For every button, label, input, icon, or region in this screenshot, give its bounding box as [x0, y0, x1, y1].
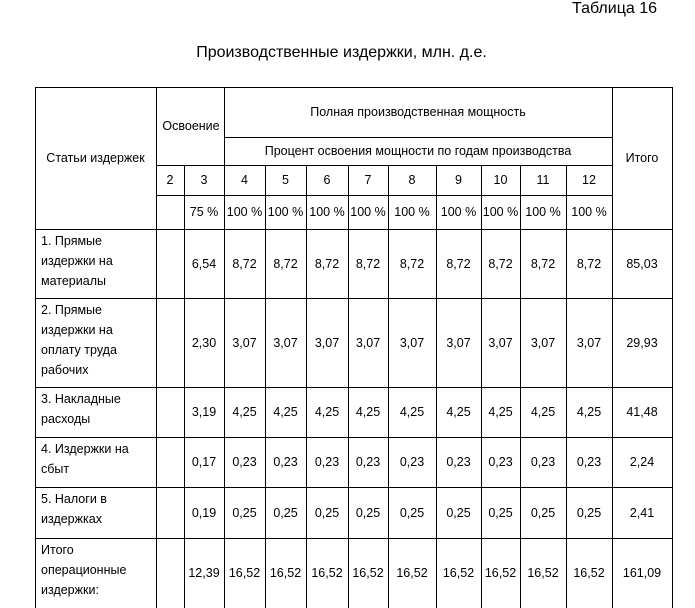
value-cell: 0,23	[530, 455, 556, 469]
value-cell	[156, 538, 184, 608]
value-cell	[156, 437, 184, 487]
value-cell: 6,54	[191, 256, 217, 271]
percent-cell: 100 %	[394, 205, 430, 219]
value-cell: 0,25	[232, 505, 257, 520]
header-percent: Процент освоения мощности по годам производства	[264, 144, 572, 158]
value-cell: 0,23	[232, 455, 257, 469]
value-cell: 8,72	[446, 256, 471, 271]
value-cell: 3,19	[191, 405, 217, 419]
row-label: 1. Прямые издержки на материалы	[41, 234, 113, 288]
value-cell: 0,25	[488, 505, 513, 520]
table-number: Таблица 16	[572, 0, 657, 17]
row-label: 2. Прямые издержки на оплату труда рабочих	[41, 303, 117, 377]
value-cell: 0,25	[446, 505, 471, 520]
value-cell: 3,07	[488, 335, 513, 350]
year-cell: 8	[408, 173, 416, 187]
year-cell: 2	[166, 173, 174, 187]
percent-cell: 100 %	[267, 205, 304, 219]
year-cell: 9	[455, 173, 462, 187]
total-cell: 29,93	[626, 335, 658, 350]
value-cell: 8,72	[232, 256, 257, 271]
year-cell: 12	[582, 173, 596, 187]
value-cell: 0,25	[314, 505, 340, 520]
value-cell: 16,52	[311, 566, 343, 580]
value-cell: 0,25	[530, 505, 556, 520]
value-cell: 16,52	[484, 566, 517, 580]
row-label: Итого операционные издержки:	[41, 543, 127, 597]
value-cell: 4,25	[314, 405, 340, 419]
value-cell: 4,25	[399, 405, 425, 419]
value-cell: 12,39	[188, 566, 220, 580]
value-cell: 8,72	[488, 256, 513, 271]
value-cell: 0,23	[576, 455, 602, 469]
value-cell: 16,52	[573, 566, 605, 580]
percent-cell: 75 %	[189, 205, 219, 219]
year-cell: 5	[282, 173, 289, 187]
year-cell: 11	[536, 173, 550, 187]
value-cell: 8,72	[314, 256, 340, 271]
row-label: 5. Налоги в издержках	[41, 492, 107, 526]
value-cell: 3,07	[232, 335, 257, 350]
value-cell: 4,25	[446, 405, 471, 419]
value-cell: 16,52	[396, 566, 428, 580]
header-total: Итого	[625, 151, 659, 165]
year-cell: 6	[323, 173, 331, 187]
total-cell: 85,03	[626, 256, 658, 271]
value-cell: 4,25	[576, 405, 602, 419]
percent-cell: 100 %	[226, 205, 263, 219]
year-cell: 3	[200, 173, 208, 187]
value-cell	[156, 487, 184, 538]
percent-cell: 100 %	[309, 205, 345, 219]
total-cell: 2,24	[629, 455, 655, 469]
value-cell: 4,25	[232, 405, 257, 419]
value-cell: 8,72	[530, 256, 556, 271]
row-label: 4. Издержки на сбыт	[41, 442, 129, 476]
value-cell: 0,25	[355, 505, 381, 520]
table-rule	[672, 87, 673, 608]
percent-cell: 100 %	[525, 205, 561, 219]
percent-cell: 100 %	[482, 205, 519, 219]
page-title: Производственные издержки, млн. д.е.	[196, 44, 487, 61]
value-cell: 3,07	[355, 335, 381, 350]
value-cell: 4,25	[273, 405, 298, 419]
value-cell	[156, 298, 184, 387]
value-cell: 3,07	[399, 335, 425, 350]
value-cell: 0,25	[399, 505, 425, 520]
value-cell	[156, 387, 184, 437]
percent-cell: 100 %	[440, 205, 477, 219]
value-cell: 16,52	[269, 566, 302, 580]
year-cell: 4	[241, 173, 248, 187]
year-cell: 10	[493, 173, 508, 187]
value-cell: 0,17	[191, 455, 217, 469]
value-cell: 0,23	[355, 455, 381, 469]
value-cell: 0,19	[191, 505, 217, 520]
percent-cell	[156, 195, 184, 229]
value-cell	[156, 229, 184, 298]
value-cell: 4,25	[488, 405, 513, 419]
value-cell: 8,72	[399, 256, 425, 271]
value-cell: 8,72	[273, 256, 298, 271]
value-cell: 16,52	[442, 566, 475, 580]
value-cell: 0,25	[273, 505, 298, 520]
value-cell: 4,25	[530, 405, 556, 419]
value-cell: 0,23	[314, 455, 340, 469]
value-cell: 8,72	[355, 256, 381, 271]
value-cell: 3,07	[314, 335, 340, 350]
value-cell: 0,25	[576, 505, 602, 520]
value-cell: 3,07	[530, 335, 556, 350]
header-full-capacity: Полная производственная мощность	[310, 105, 526, 119]
value-cell: 16,52	[352, 566, 384, 580]
header-items: Статьи издержек	[46, 151, 145, 165]
row-label: 3. Накладные расходы	[41, 392, 121, 426]
value-cell: 2,30	[191, 335, 217, 350]
value-cell: 16,52	[228, 566, 261, 580]
value-cell: 0,23	[446, 455, 471, 469]
total-cell: 161,09	[622, 566, 662, 580]
value-cell: 3,07	[446, 335, 471, 350]
header-development: Освоение	[162, 119, 220, 133]
value-cell: 0,23	[488, 455, 513, 469]
value-cell: 0,23	[399, 455, 425, 469]
value-cell: 4,25	[355, 405, 381, 419]
value-cell: 8,72	[576, 256, 602, 271]
percent-cell: 100 %	[571, 205, 607, 219]
year-cell: 7	[364, 173, 372, 187]
total-cell: 2,41	[629, 505, 655, 520]
percent-cell: 100 %	[350, 205, 386, 219]
value-cell: 16,52	[527, 566, 559, 580]
value-cell: 0,23	[273, 455, 298, 469]
value-cell: 3,07	[576, 335, 602, 350]
value-cell: 3,07	[273, 335, 298, 350]
total-cell: 41,48	[626, 405, 658, 419]
